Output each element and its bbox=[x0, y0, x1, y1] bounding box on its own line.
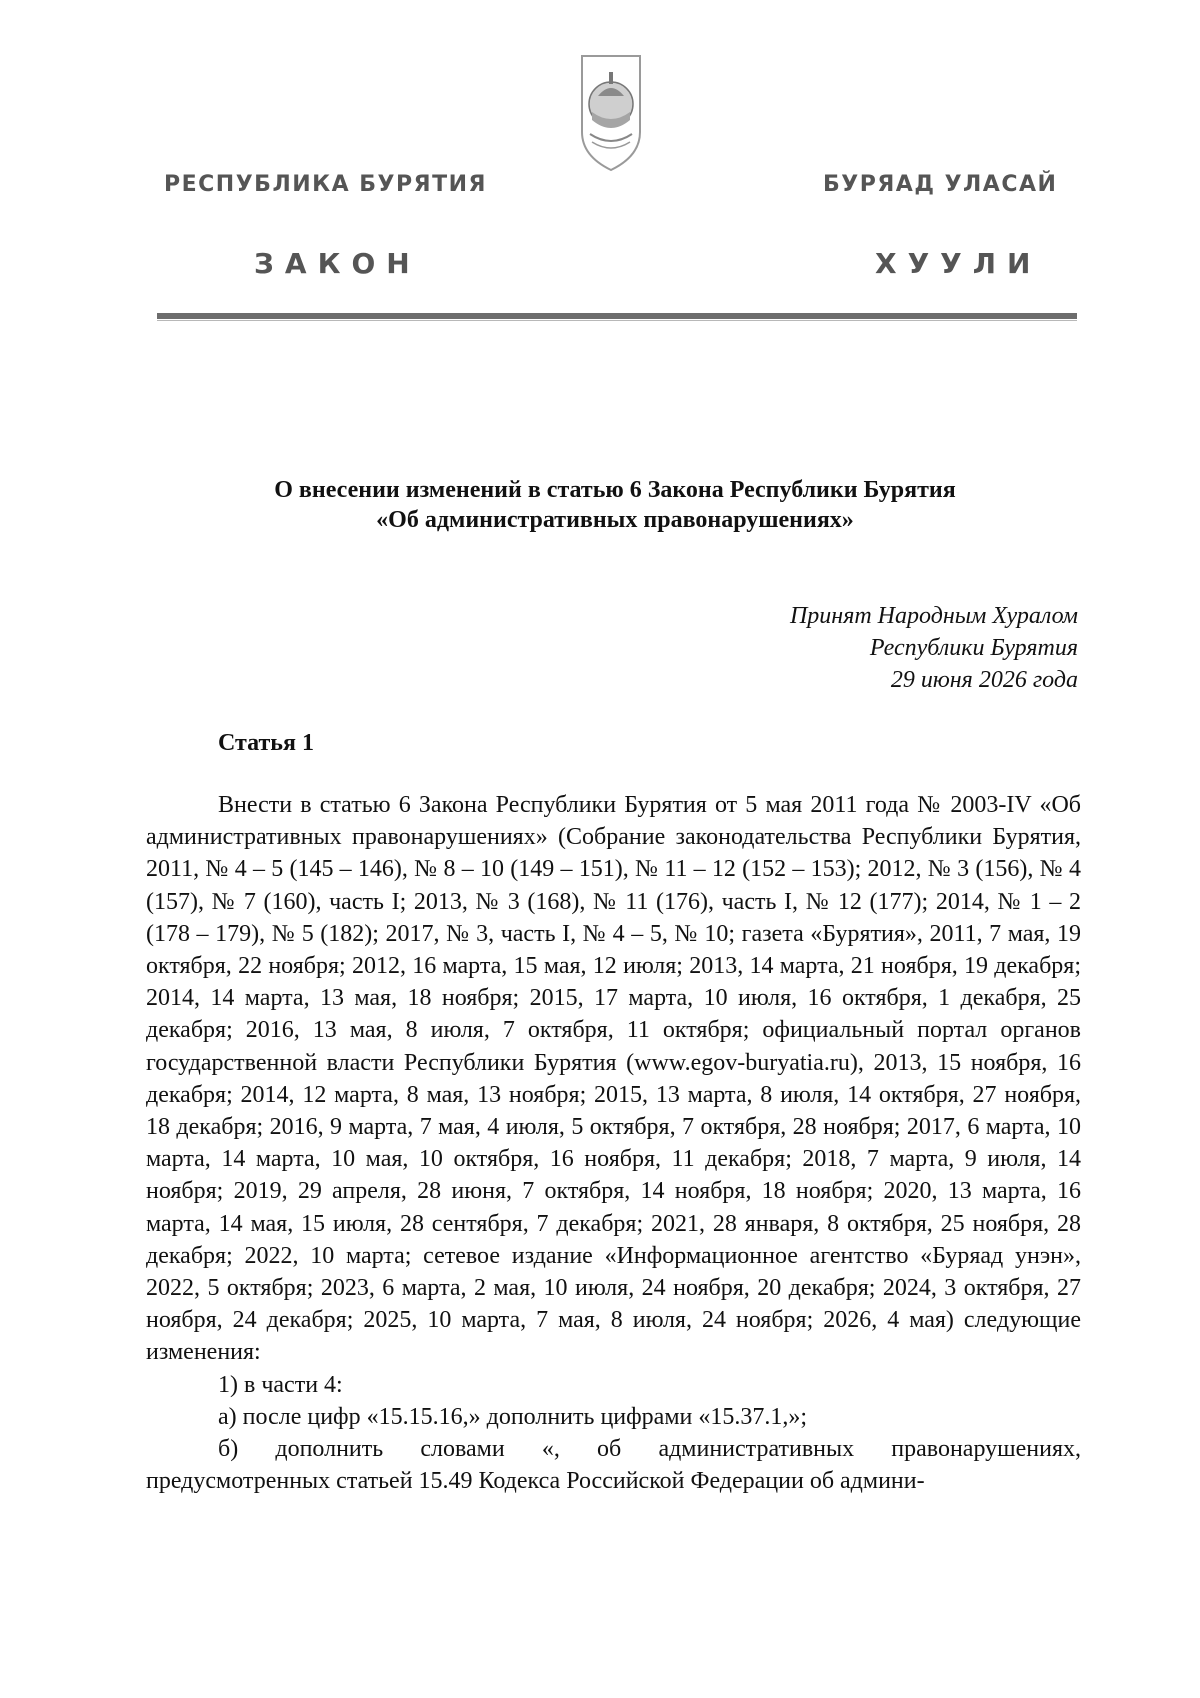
paragraph-item-b: б) дополнить словами «, об административных правонарушениях, предусмотренных статьей 15.49 Кодекса Российской Федерации об админи- bbox=[146, 1436, 1081, 1495]
adoption-line-2: Республики Бурятия bbox=[869, 635, 1078, 661]
law-label-buryat: ХУУЛИ bbox=[875, 247, 1042, 280]
document-title bbox=[150, 475, 1080, 535]
republic-name-buryat: БУРЯАД УЛАСАЙ bbox=[823, 172, 1058, 197]
title-line-1: О внесении изменений в статью 6 Закона Республики Бурятия bbox=[274, 477, 956, 503]
adoption-line-1: Принят Народным Хуралом bbox=[789, 603, 1078, 629]
paragraph-item-a: а) после цифр «15.15.16,» дополнить цифрами «15.37.1,»; bbox=[218, 1403, 808, 1430]
law-label-russian: ЗАКОН bbox=[254, 247, 421, 280]
adoption-note bbox=[790, 600, 1078, 696]
article-heading: Статья 1 bbox=[218, 730, 314, 756]
article-body bbox=[146, 789, 1081, 1497]
paragraph-item-1: 1) в части 4: bbox=[218, 1371, 343, 1398]
paragraph-main: Внести в статью 6 Закона Республики Бурятия от 5 мая 2011 года № 2003-IV «Об административных правонарушениях» (Собрание законодательства Республики Бурятия, 2011, № 4 – 5 (145 – 146), № 8 – 10 (149 – 151), № 11 – 12 (152 – 153); 2012, № 3 (156), № 4 (157), № 7 (160), часть I; 2013, № 3 (168), № 11 (176), часть I, № 12 (177); 2014, № 1 – 2 (178 – 179), № 5 (182); 2017, № 3, часть I, № 4 – 5, № 10; газета «Бурятия», 2011, 7 мая, 19 октября, 22 ноября; 2012, 16 марта, 15 мая, 12 июля; 2013, 14 марта, 21 ноября, 19 декабря; 2014, 14 марта, 13 мая, 18 ноября; 2015, 17 марта, 10 июля, 16 октября, 1 декабря, 25 декабря; 2016, 13 мая, 8 июля, 7 октября, 11 октября; официальный портал органов государственной власти Республики Бурятия (www.egov-buryatia.ru), 2013, 15 ноября, 16 декабря; 2014, 12 марта, 8 мая, 13 ноября; 2015, 13 марта, 8 июля, 14 октября, 27 ноября, 18 декабря; 2016, 9 марта, 7 мая, 4 июля, 5 октября, 7 октября, 28 ноября; 2017, 6 марта, 10 марта, 14 марта, 10 мая, 10 октября, 16 ноября, 11 декабря; 2018, 7 марта, 9 июля, 14 ноября; 2019, 29 апреля, 28 июня, 7 октября, 14 ноября, 18 ноября; 2020, 13 марта, 16 марта, 14 мая, 15 июля, 28 сентября, 7 декабря; 2021, 28 января, 8 октября, 25 ноября, 28 декабря; 2022, 10 марта; сетевое издание «Информационное агентство «Буряад унэн», 2022, 5 октября; 2023, 6 марта, 2 мая, 10 июля, 24 ноября, 20 декабря; 2024, 3 октября, 27 ноября, 24 декабря; 2025, 10 марта, 7 мая, 8 июля, 24 ноября; 2026, 4 мая) следующие изменения: bbox=[146, 792, 1081, 1366]
republic-name-russian: РЕСПУБЛИКА БУРЯТИЯ bbox=[164, 172, 487, 197]
header-divider-thin bbox=[157, 320, 1077, 321]
title-line-2: «Об административных правонарушениях» bbox=[376, 507, 854, 533]
header-divider bbox=[157, 313, 1077, 319]
coat-of-arms-icon bbox=[578, 52, 644, 174]
adoption-date: 29 июня 2026 года bbox=[890, 667, 1078, 693]
